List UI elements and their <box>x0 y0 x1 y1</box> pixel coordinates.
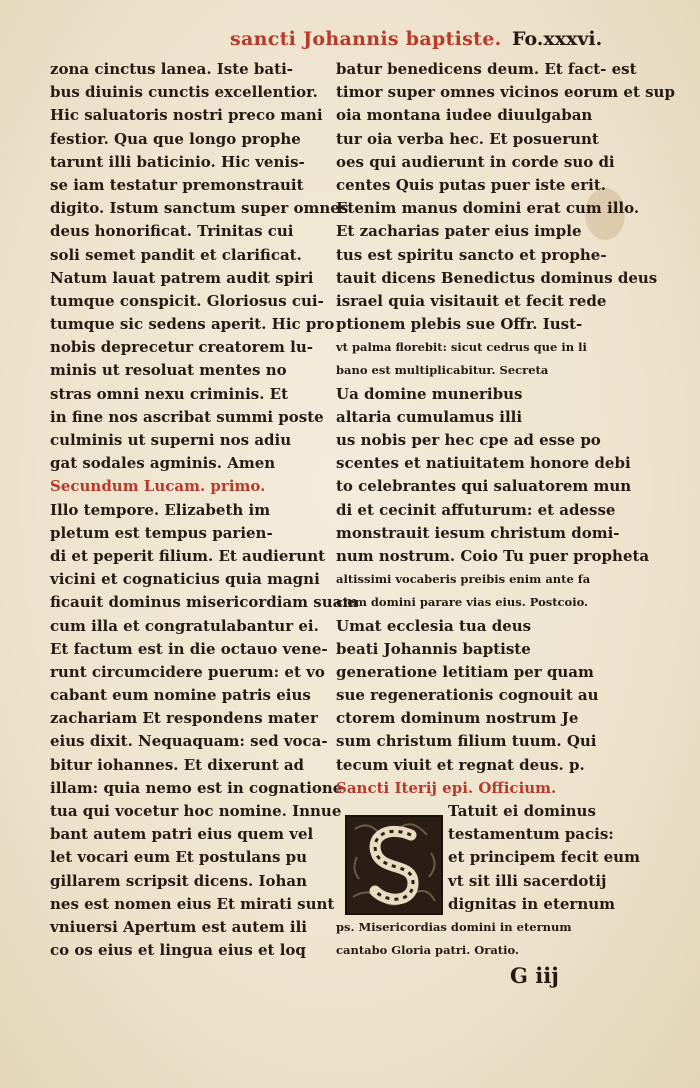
text-line: oes qui audierunt in corde suo di <box>336 152 615 171</box>
text-line: zona cinctus lanea. Iste bati- <box>50 60 293 78</box>
text-line: sue regenerationis cognouit au <box>336 686 599 705</box>
text-line: Illo tempore. Elizabeth im <box>50 500 271 519</box>
text-line: monstrauit iesum christum domi- <box>336 523 620 542</box>
text-line: tur oia verba hec. Et posuerunt <box>336 129 599 148</box>
text-line: ps. Misericordias domini in eternum <box>336 919 572 934</box>
text-line: nobis deprecetur creatorem lu- <box>50 338 313 357</box>
text-line: eius dixit. Nequaquam: sed voca- <box>50 732 328 751</box>
running-title: sancti Johannis baptiste. <box>230 28 502 50</box>
text-line: culminis ut superni nos adiu <box>50 431 292 449</box>
text-line: altissimi vocaberis preibis enim ante fa <box>336 572 591 587</box>
text-line: tauit dicens Benedictus dominus deus <box>336 268 658 287</box>
text-line: vt sit illi sacerdotij <box>448 871 607 890</box>
text-line: to celebrantes qui saluatorem mun <box>336 477 632 496</box>
left-text-column <box>50 58 359 962</box>
text-line: Natum lauat patrem audit spiri <box>50 268 314 287</box>
text-line: ctorem dominum nostrum Je <box>336 709 579 728</box>
text-line: tumque conspicit. Gloriosus cui- <box>50 291 324 310</box>
text-line: festior. Qua que longo prophe <box>50 129 301 148</box>
text-line: generatione letitiam per quam <box>336 662 594 681</box>
text-line: co os eius et lingua eius et loq <box>50 941 306 960</box>
text-line: batur benedicens deum. Et fact- est <box>336 60 637 78</box>
text-line: Hic saluatoris nostri preco mani <box>50 106 323 125</box>
text-line: Ua domine muneribus <box>336 384 523 403</box>
text-line: bano est multiplicabitur. Secreta <box>336 363 549 378</box>
text-line: et principem fecit eum <box>448 848 640 867</box>
text-line: bitur iohannes. Et dixerunt ad <box>50 755 305 774</box>
text-line: soli semet pandit et clarificat. <box>50 245 302 264</box>
text-line: Et zacharias pater eius imple <box>336 222 582 241</box>
text-line: illam: quia nemo est in cognatione <box>50 778 343 797</box>
text-line: us nobis per hec cpe ad esse po <box>336 431 601 449</box>
text-line: Et factum est in die octauo vene- <box>50 639 328 658</box>
text-line: dignitas in eternum <box>448 894 616 913</box>
text-line: ficauit dominus misericordiam suam <box>50 593 359 612</box>
text-line: tumque sic sedens aperit. Hic pro <box>50 315 335 334</box>
text-line: gat sodales agminis. Amen <box>50 454 276 473</box>
text-line: Secundum Lucam. primo. <box>50 477 266 496</box>
text-line: vniuersi Apertum est autem ili <box>50 917 307 936</box>
text-line: scentes et natiuitatem honore debi <box>336 454 631 473</box>
text-line: israel quia visitauit et fecit rede <box>336 291 607 310</box>
text-line: ciem domini parare vias eius. Postcoio. <box>336 595 589 610</box>
text-line: deus honorificat. Trinitas cui <box>50 222 294 241</box>
text-line: zachariam Et respondens mater <box>50 709 318 728</box>
text-line: vicini et cognaticius quia magni <box>50 570 320 589</box>
text-line: vt palma florebit: sicut cedrus que in li <box>336 340 587 355</box>
text-line: stras omni nexu criminis. Et <box>50 384 289 403</box>
text-line: se iam testatur premonstrauit <box>50 175 304 194</box>
text-line: bus diuinis cunctis excellentior. <box>50 83 318 102</box>
text-line: tua qui vocetur hoc nomine. Innue <box>50 802 342 820</box>
text-line: bant autem patri eius quem vel <box>50 825 314 844</box>
text-line: oia montana iudee diuulgaban <box>336 106 593 125</box>
text-line: beati Johannis baptiste <box>336 639 531 658</box>
decorated-initial-s <box>345 815 443 915</box>
text-line: tarunt illi baticinio. Hic venis- <box>50 152 305 171</box>
text-line: Sancti Iterij epi. Officium. <box>336 778 557 797</box>
text-line: cum illa et congratulabantur ei. <box>50 616 319 635</box>
text-line: gillarem scripsit dicens. Iohan <box>50 871 308 890</box>
text-line: testamentum pacis: <box>448 825 614 844</box>
text-line: Etenim manus domini erat cum illo. <box>336 199 640 218</box>
text-line: Tatuit ei dominus <box>448 802 596 820</box>
text-line: centes Quis putas puer iste erit. <box>336 175 606 194</box>
text-line: altaria cumulamus illi <box>336 407 523 426</box>
text-line: let vocari eum Et postulans pu <box>50 848 308 867</box>
text-line: di et peperit filium. Et audierunt <box>50 546 326 565</box>
text-line: ptionem plebis sue Offr. Iust- <box>336 315 583 334</box>
text-line: sum christum filium tuum. Qui <box>336 732 597 751</box>
text-line: num nostrum. Coio Tu puer propheta <box>336 546 650 565</box>
text-line: digito. Istum sanctum super omnes <box>50 199 349 218</box>
signature-mark: G iij <box>510 963 559 988</box>
text-line: tus est spiritu sancto et prophe- <box>336 245 607 264</box>
text-line: nes est nomen eius Et mirati sunt <box>50 894 335 913</box>
text-line: Umat ecclesia tua deus <box>336 616 532 635</box>
text-line: pletum est tempus parien- <box>50 523 273 542</box>
text-line: in fine nos ascribat summi poste <box>50 407 324 426</box>
text-line: timor super omnes vicinos eorum et sup <box>336 83 675 102</box>
text-line: tecum viuit et regnat deus. p. <box>336 755 585 774</box>
text-line: di et cecinit affuturum: et adesse <box>336 500 616 519</box>
folio-number: Fo.xxxvi. <box>512 28 603 50</box>
text-line: minis ut resoluat mentes no <box>50 361 287 380</box>
text-line: runt circumcidere puerum: et vo <box>50 662 325 681</box>
text-line: cabant eum nomine patris eius <box>50 686 311 705</box>
text-line: cantabo Gloria patri. Oratio. <box>336 943 519 958</box>
